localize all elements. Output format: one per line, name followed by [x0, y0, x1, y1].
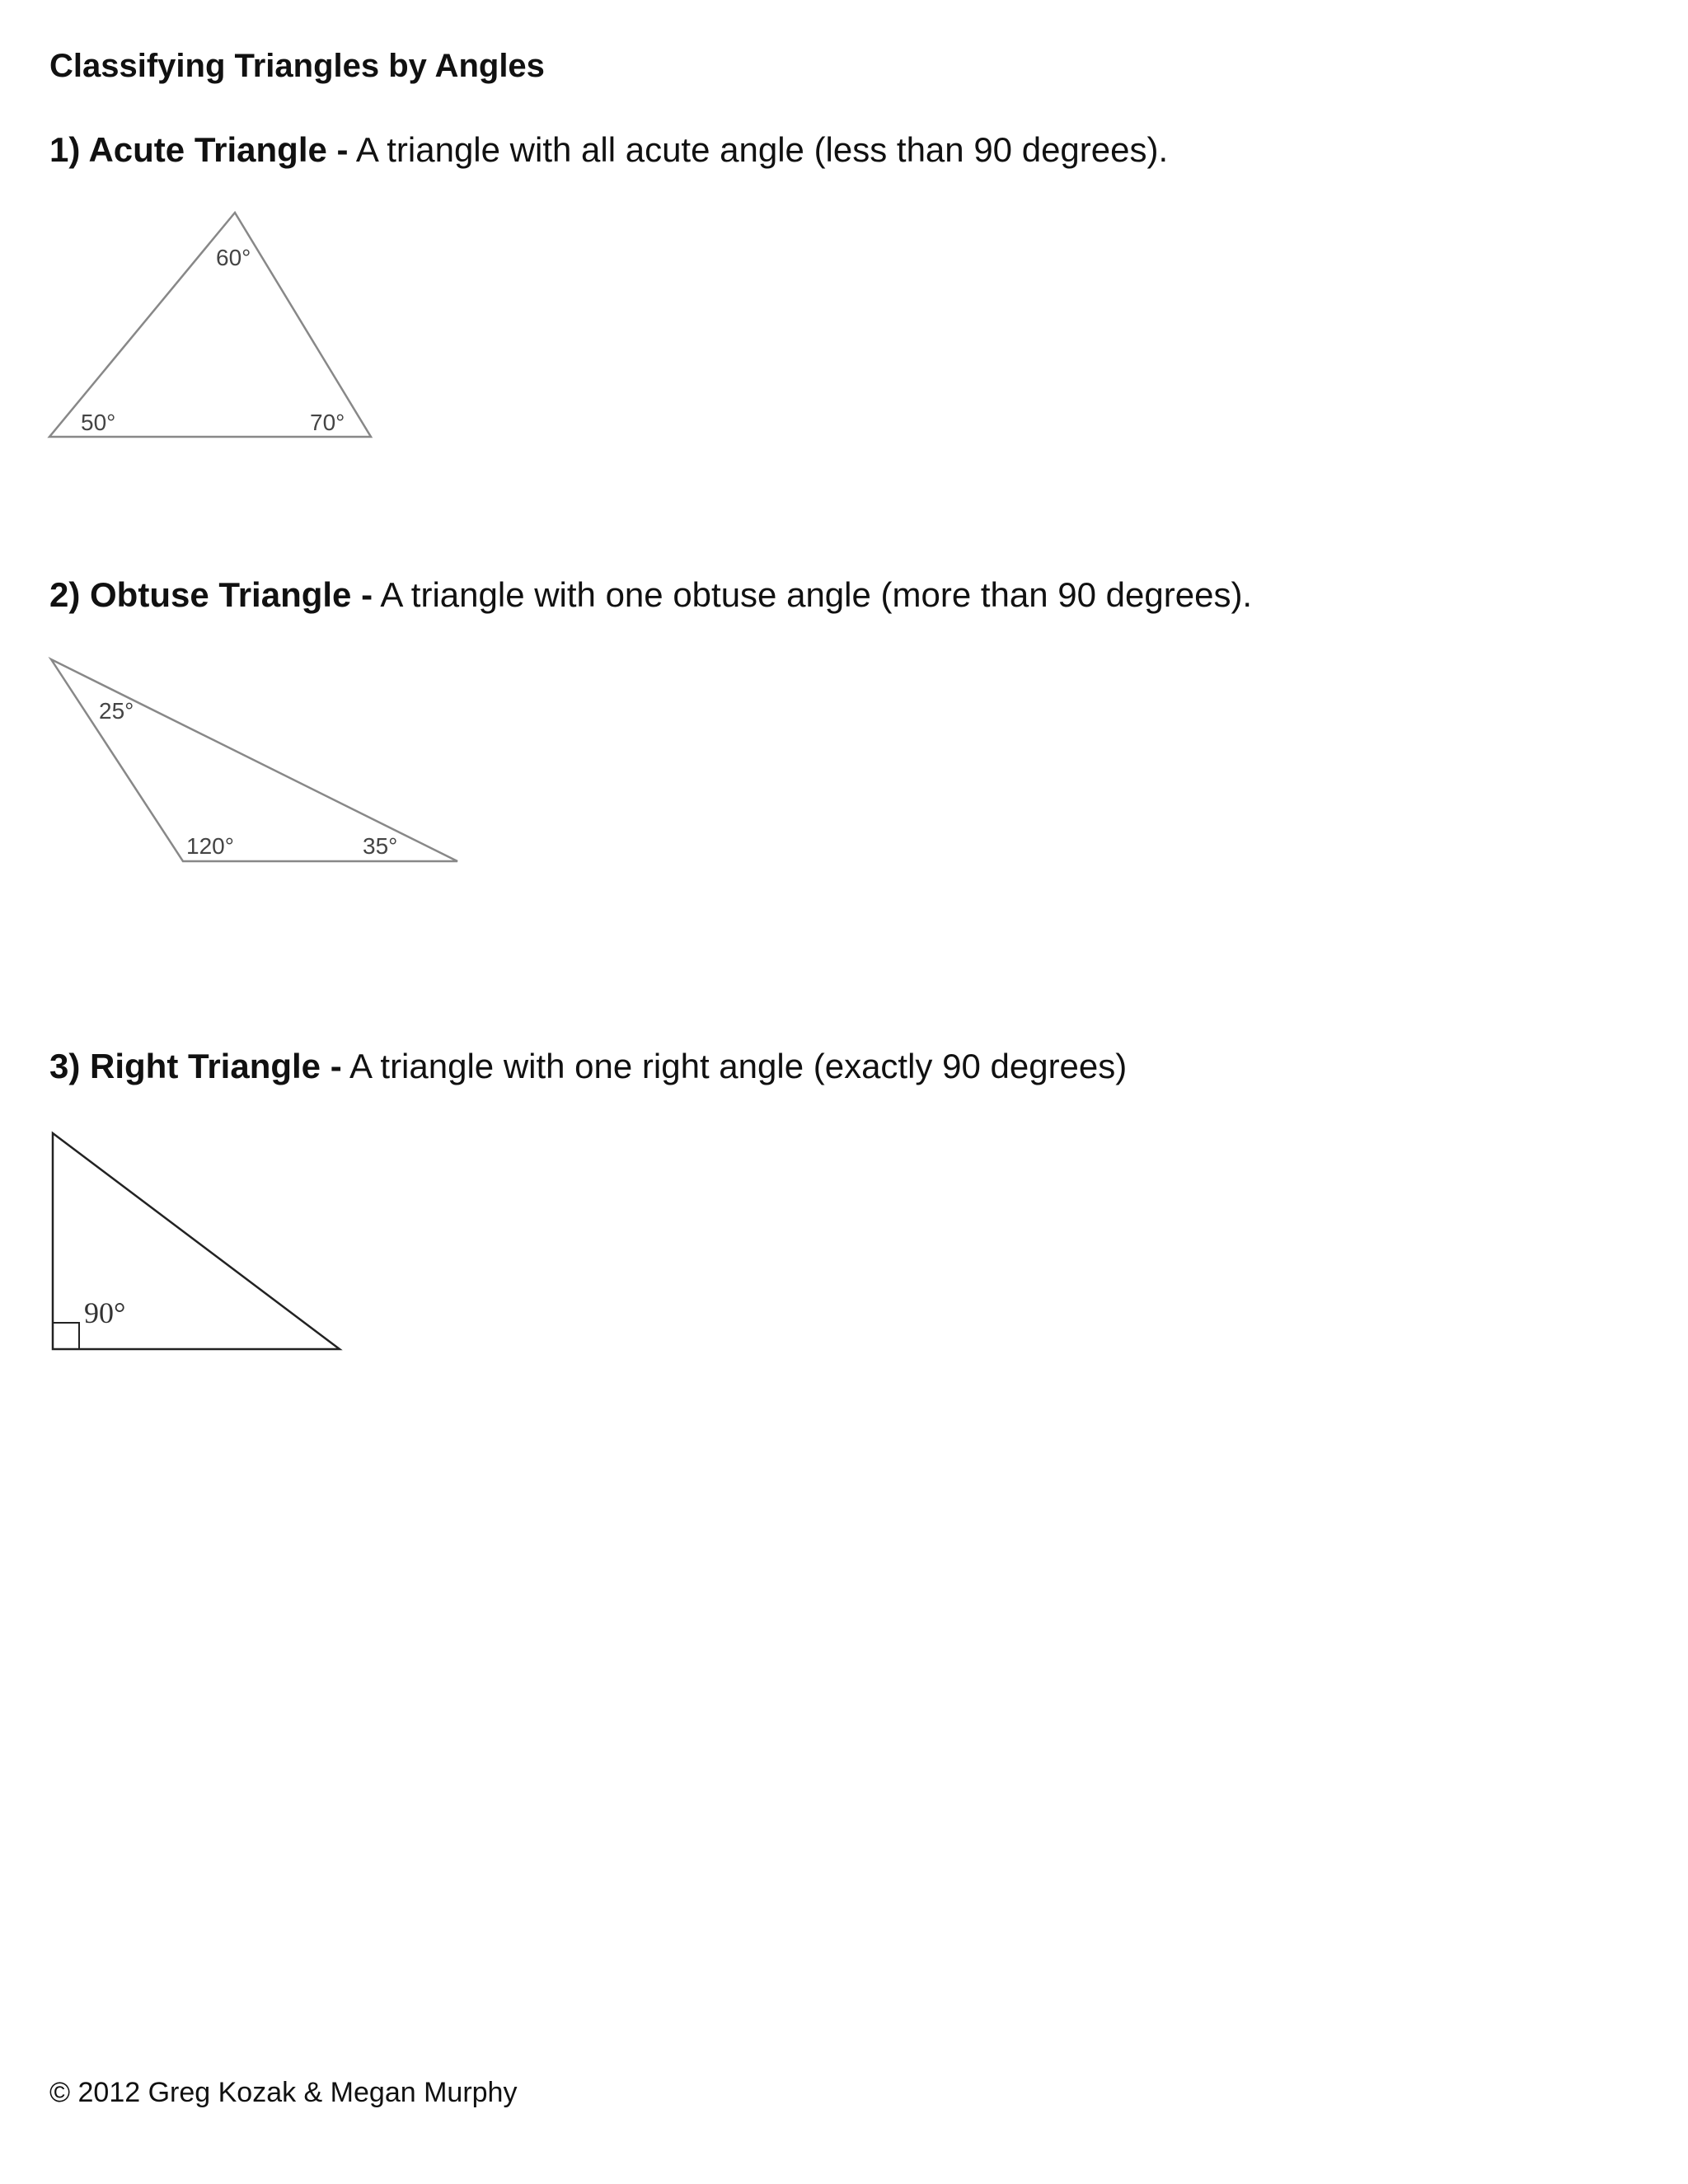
acute-definition [49, 130, 1168, 170]
obtuse-term: 2) Obtuse Triangle - [49, 575, 373, 614]
right-term: 3) Right Triangle - [49, 1047, 342, 1085]
obtuse-triangle-shape [51, 659, 457, 861]
acute-angle-left-label: 50° [81, 410, 116, 435]
obtuse-triangle-figure [41, 651, 470, 882]
acute-angle-right-label: 70° [310, 410, 345, 435]
right-definition [49, 1047, 1127, 1086]
obtuse-angle-top-label: 25° [99, 698, 134, 724]
acute-angle-top-label: 60° [216, 245, 251, 270]
acute-term: 1) Acute Triangle - [49, 130, 349, 169]
acute-definition-text: A triangle with all acute angle (less than 90 degrees). [348, 130, 1169, 169]
obtuse-definition [49, 575, 1252, 615]
right-angle-marker [53, 1323, 79, 1349]
obtuse-angle-bottom-left-label: 120° [186, 833, 234, 859]
acute-triangle-figure [41, 206, 387, 453]
right-definition-text: A triangle with one right angle (exactly 90 degrees) [341, 1047, 1128, 1085]
acute-triangle-shape [49, 213, 371, 437]
obtuse-angle-bottom-right-label: 35° [363, 833, 398, 859]
right-triangle-figure [41, 1125, 354, 1364]
obtuse-definition-text: A triangle with one obtuse angle (more than 90 degrees). [373, 575, 1253, 614]
copyright-footer: © 2012 Greg Kozak & Megan Murphy [49, 2077, 518, 2108]
right-angle-label: 90° [84, 1296, 126, 1329]
page-title: Classifying Triangles by Angles [49, 48, 545, 84]
